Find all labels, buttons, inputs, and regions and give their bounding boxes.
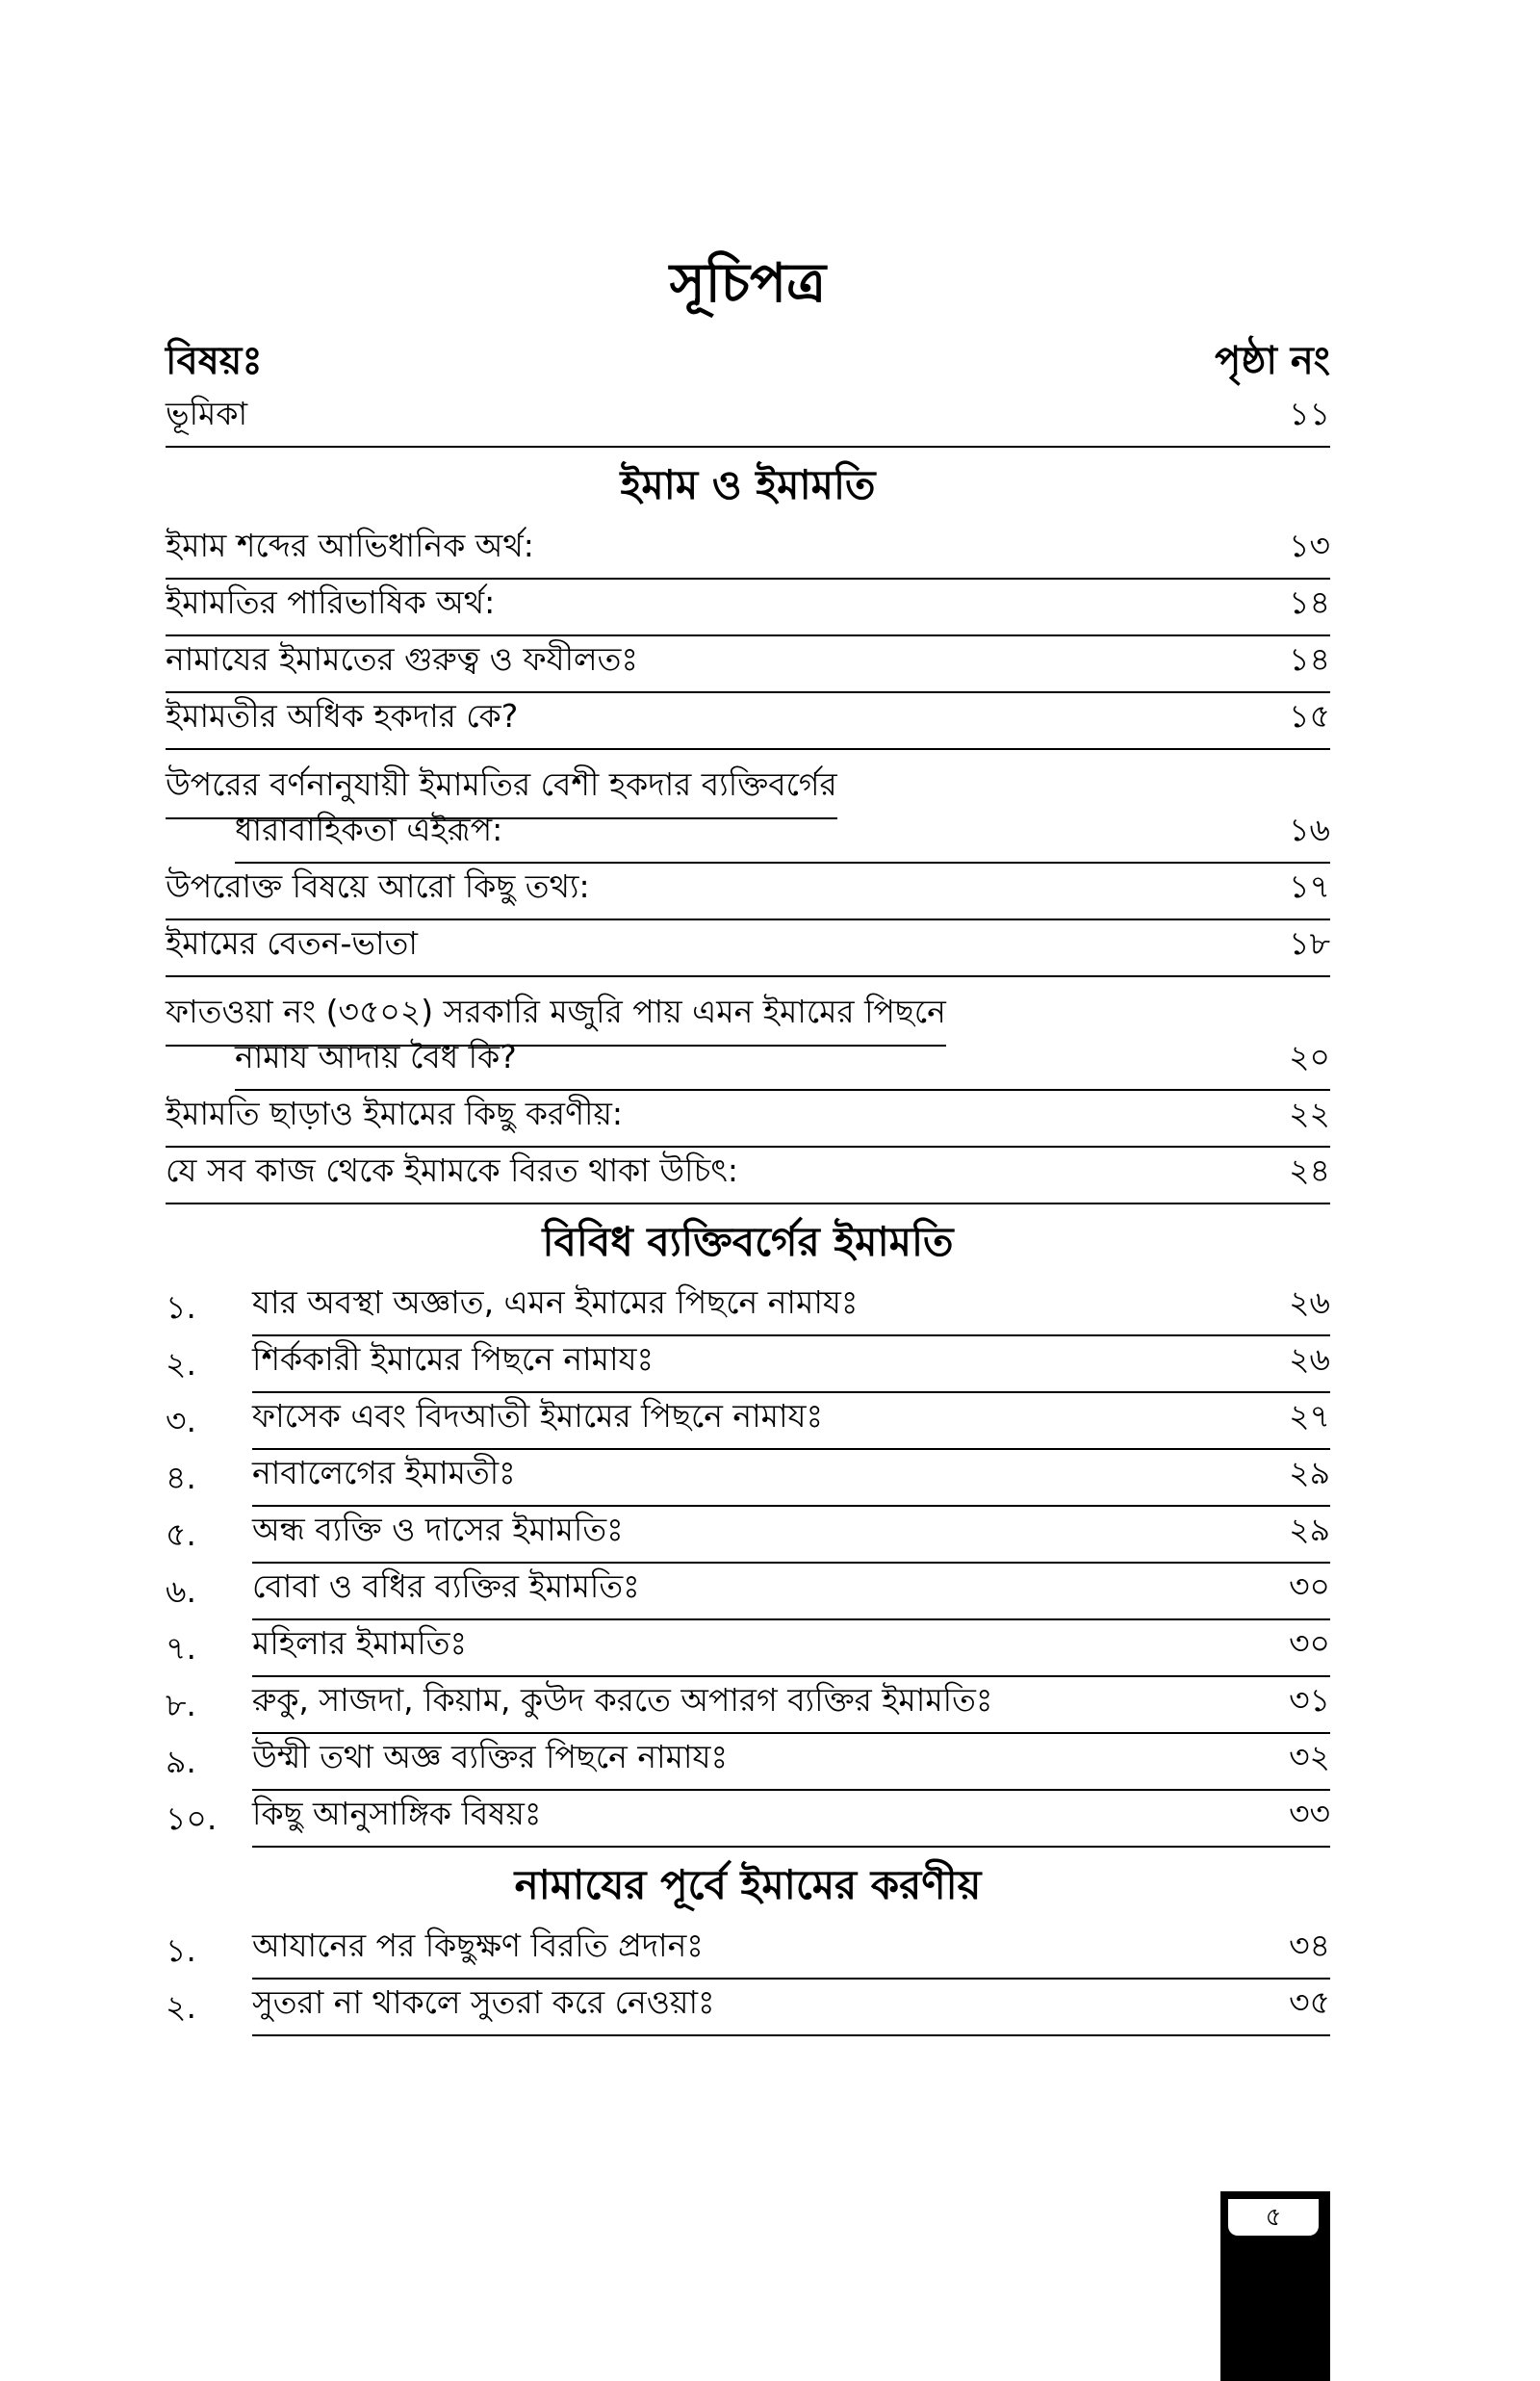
toc-entry-text: সুতরা না থাকলে সুতরা করে নেওয়াঃ [252, 1983, 715, 2021]
toc-entry-numbered[interactable] [166, 1393, 1330, 1450]
toc-entry[interactable] [166, 920, 1330, 977]
toc-entry[interactable] [166, 580, 1330, 636]
toc-entry[interactable] [166, 523, 1330, 580]
toc-entry-text: নামায আদায় বৈধ কি? [235, 1038, 517, 1075]
toc-entry-text: অন্ধ ব্যক্তি ও দাসের ইমামতিঃ [252, 1511, 624, 1548]
toc-entry-page: ২৬ [1289, 1283, 1330, 1321]
toc-entry-text: আযানের পর কিছুক্ষণ বিরতি প্রদানঃ [252, 1927, 704, 1964]
toc-entry-body [252, 1336, 1330, 1393]
page-number-tab [1220, 2191, 1330, 2381]
page-column-header: পৃষ্ঠা নং [1215, 339, 1330, 383]
toc-entry-body [252, 1980, 1330, 2036]
toc-entry-second-line [235, 807, 1330, 864]
toc-entry-text: রুকু, সাজদা, কিয়াম, কুউদ করতে অপারগ ব্যক্তির ইমামতিঃ [252, 1681, 993, 1719]
toc-entry-number: ৭. [166, 1629, 196, 1667]
toc-entry-text: ইমামতীর অধিক হকদার কে? [166, 697, 519, 735]
toc-entry[interactable] [166, 1091, 1330, 1148]
toc-entry-numbered[interactable] [166, 1450, 1330, 1507]
toc-entry-page: ৩০ [1289, 1624, 1330, 1662]
page-title: সূচিপত্র [669, 252, 827, 315]
toc-entry-text: ফাসেক এবং বিদআতী ইমামের পিছনে নামাযঃ [252, 1397, 824, 1435]
toc-entry-text: ফাতওয়া নং (৩৫০২) সরকারি মজুরি পায় এমন ইমামের পিছনে [166, 987, 946, 1047]
toc-entry-body [252, 1564, 1330, 1620]
toc-entry-number: ৮. [166, 1686, 196, 1723]
toc-entry-text: ইমামতি ছাড়াও ইমামের কিছু করণীয়: [166, 1095, 624, 1132]
toc-entry-page: ৩৪ [1289, 1927, 1330, 1964]
toc-entry-body [252, 1620, 1330, 1677]
toc-entry-text: বোবা ও বধির ব্যক্তির ইমামতিঃ [252, 1567, 640, 1605]
toc-entry-text: যে সব কাজ থেকে ইমামকে বিরত থাকা উচিৎ: [166, 1152, 739, 1189]
toc-entry-text: মহিলার ইমামতিঃ [252, 1624, 468, 1662]
toc-entry-body [252, 1791, 1330, 1848]
toc-entry-body [252, 1923, 1330, 1980]
toc-entry-page: ৩২ [1289, 1738, 1330, 1775]
toc-entry-numbered[interactable] [166, 1734, 1330, 1791]
toc-entry-number: ২. [166, 1345, 196, 1383]
toc-entry-body [252, 1677, 1330, 1734]
subject-column-header: বিষয়ঃ [166, 339, 263, 383]
toc-entry-page: ৩৩ [1289, 1795, 1330, 1832]
toc-entry-wrapped[interactable] [166, 750, 1330, 864]
toc-entry-numbered[interactable] [166, 1791, 1330, 1848]
toc-entry-numbered[interactable] [166, 1620, 1330, 1677]
toc-entry-page: ২৯ [1289, 1511, 1330, 1548]
toc-entry-text: ভূমিকা [166, 395, 248, 432]
toc-entry-page: ২২ [1289, 1095, 1330, 1132]
toc-entry-page: ১৬ [1289, 811, 1330, 848]
toc-entry-text: ইমামের বেতন-ভাতা [166, 924, 418, 962]
toc-entry-text: যার অবস্থা অজ্ঞাত, এমন ইমামের পিছনে নামাযঃ [252, 1283, 859, 1321]
toc-entry-numbered[interactable] [166, 1677, 1330, 1734]
toc-entry-wrapped[interactable] [166, 977, 1330, 1091]
section-heading-before-prayer: নামাযের পূর্বে ইমামের করণীয় [514, 1861, 982, 1908]
toc-entry-page: ১৪ [1289, 583, 1330, 621]
table-of-contents [166, 246, 1330, 2036]
column-headers [166, 330, 1330, 392]
toc-entry-numbered[interactable] [166, 1336, 1330, 1393]
toc-entry-number: ৩. [166, 1402, 196, 1439]
toc-entry-text: ইমামতির পারিভাষিক অর্থ: [166, 583, 496, 621]
page-number: ৫ [1228, 2199, 1319, 2236]
toc-entry[interactable] [166, 1148, 1330, 1204]
toc-entry[interactable] [166, 864, 1330, 920]
toc-entry-number: ১. [166, 1931, 196, 1969]
section-heading-various-persons: বিবিধ ব্যক্তিবর্গের ইমামতি [542, 1218, 954, 1265]
toc-entry-text: উপরের বর্ণনানুযায়ী ইমামতির বেশী হকদার ব্যক্তিবর্গের [166, 760, 837, 819]
toc-entry-page: ২০ [1289, 1038, 1330, 1075]
toc-entry-page: ১৭ [1289, 867, 1330, 905]
toc-entry[interactable] [166, 636, 1330, 693]
toc-entry-second-line [235, 1034, 1330, 1091]
toc-entry-body [252, 1450, 1330, 1507]
toc-entry-body [252, 1393, 1330, 1450]
toc-entry-page: ১৫ [1289, 697, 1330, 735]
toc-entry-text: ধারাবাহিকতা এইরূপ: [235, 811, 503, 848]
toc-entry-numbered[interactable] [166, 1507, 1330, 1564]
toc-entry-number: ৫. [166, 1515, 196, 1553]
toc-entry-page: ১৪ [1289, 640, 1330, 678]
toc-entry-body [252, 1507, 1330, 1564]
toc-entry-text: শির্ককারী ইমামের পিছনে নামাযঃ [252, 1340, 654, 1378]
toc-entry-text: নাবালেগের ইমামতীঃ [252, 1454, 516, 1491]
toc-entry-text: উম্মী তথা অজ্ঞ ব্যক্তির পিছনে নামাযঃ [252, 1738, 729, 1775]
toc-entry-page: ২৯ [1289, 1454, 1330, 1491]
toc-entry-page: ২৪ [1289, 1152, 1330, 1189]
toc-entry[interactable] [166, 693, 1330, 750]
toc-entry-number: ৪. [166, 1459, 196, 1496]
toc-entry-text: নামাযের ইমামতের গুরুত্ব ও ফযীলতঃ [166, 640, 638, 678]
toc-entry-text: কিছু আনুসাঙ্গিক বিষয়ঃ [252, 1795, 542, 1832]
toc-entry-page: ১১ [1289, 395, 1330, 432]
toc-entry-page: ১৮ [1289, 924, 1330, 962]
toc-entry-introduction[interactable] [166, 392, 1330, 448]
toc-entry-number: ৬. [166, 1572, 196, 1610]
toc-entry-page: ২৭ [1289, 1397, 1330, 1435]
toc-entry-numbered[interactable] [166, 1980, 1330, 2036]
toc-entry-body [252, 1734, 1330, 1791]
toc-entry-number: ১০. [166, 1799, 218, 1837]
toc-entry-number: ৯. [166, 1743, 196, 1780]
toc-entry-first-line [166, 750, 1330, 807]
toc-entry-body [252, 1280, 1330, 1336]
toc-entry-numbered[interactable] [166, 1564, 1330, 1620]
toc-entry-first-line [166, 977, 1330, 1034]
toc-entry-number: ১. [166, 1288, 196, 1326]
toc-entry-page: ১৩ [1289, 527, 1330, 564]
toc-entry-page: ৩০ [1289, 1567, 1330, 1605]
toc-entry-page: ২৬ [1289, 1340, 1330, 1378]
toc-entry-text: উপরোক্ত বিষয়ে আরো কিছু তথ্য: [166, 867, 590, 905]
toc-entry-page: ৩৫ [1289, 1983, 1330, 2021]
section-heading-imam: ইমাম ও ইমামতি [620, 461, 876, 508]
toc-entry-text: ইমাম শব্দের আভিধানিক অর্থ: [166, 527, 534, 564]
toc-entry-page: ৩১ [1289, 1681, 1330, 1719]
toc-entry-numbered[interactable] [166, 1923, 1330, 1980]
toc-entry-number: ২. [166, 1988, 196, 2026]
toc-entry-numbered[interactable] [166, 1280, 1330, 1336]
